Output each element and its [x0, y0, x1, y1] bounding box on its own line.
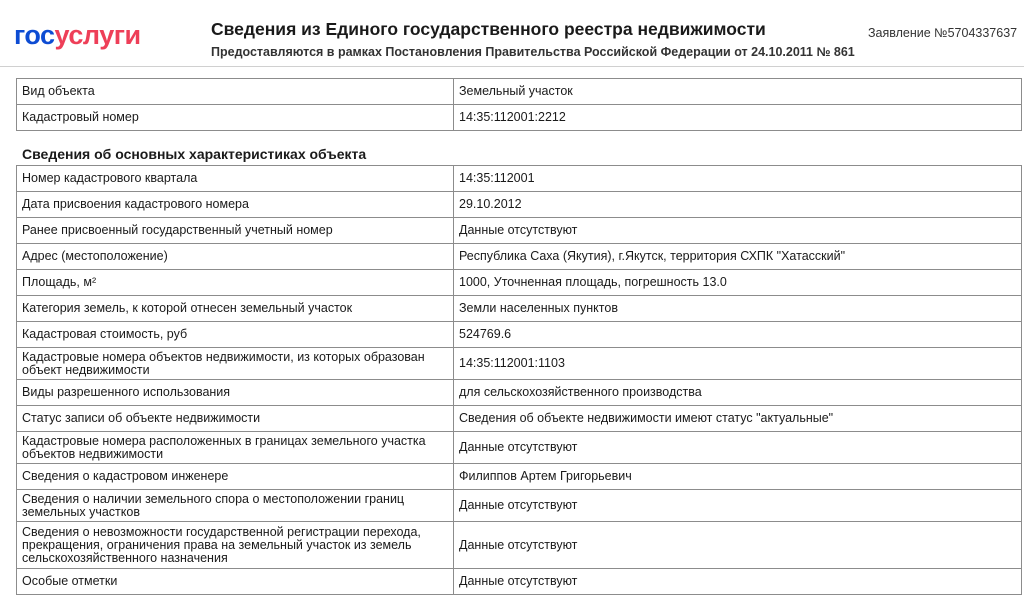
table-row	[17, 380, 1022, 406]
table-row	[17, 105, 1022, 131]
table-row	[17, 79, 1022, 105]
logo-part-gos: гос	[14, 20, 55, 50]
gosuslugi-logo[interactable]	[14, 19, 141, 51]
document-title: Сведения из Единого государственного реестра недвижимости	[211, 19, 766, 39]
table-row	[17, 244, 1022, 270]
row-label: Кадастровые номера объектов недвижимости, из которых образован объект недвижимости	[17, 348, 454, 380]
table-row	[17, 406, 1022, 432]
row-value: Филиппов Артем Григорьевич	[454, 464, 1022, 490]
row-value: Данные отсутствуют	[454, 522, 1022, 569]
row-value: Земельный участок	[454, 79, 1022, 105]
table-row	[17, 464, 1022, 490]
object-table	[16, 78, 1022, 131]
row-value: для сельскохозяйственного производства	[454, 380, 1022, 406]
row-value: Республика Саха (Якутия), г.Якутск, территория СХПК "Хатасский"	[454, 244, 1022, 270]
row-label: Сведения о невозможности государственной регистрации перехода, прекращения, ограничения права на земельный участок из земель сельскохозяйственного назначения	[17, 522, 454, 569]
row-value: Данные отсутствуют	[454, 432, 1022, 464]
table-row	[17, 296, 1022, 322]
table-row	[17, 322, 1022, 348]
table-row	[17, 490, 1022, 522]
row-value: Земли населенных пунктов	[454, 296, 1022, 322]
row-label: Кадастровый номер	[17, 105, 454, 131]
row-label: Кадастровая стоимость, руб	[17, 322, 454, 348]
row-value: 29.10.2012	[454, 192, 1022, 218]
row-label: Категория земель, к которой отнесен земельный участок	[17, 296, 454, 322]
row-value: Данные отсутствуют	[454, 218, 1022, 244]
row-label: Сведения о наличии земельного спора о местоположении границ земельных участков	[17, 490, 454, 522]
table-row	[17, 218, 1022, 244]
table-row	[17, 522, 1022, 569]
logo-part-uslugi: услуги	[54, 20, 141, 50]
row-value: 524769.6	[454, 322, 1022, 348]
row-label: Ранее присвоенный государственный учетный номер	[17, 218, 454, 244]
page-header	[0, 0, 1024, 64]
row-value: 14:35:112001:2212	[454, 105, 1022, 131]
table-row	[17, 432, 1022, 464]
row-label: Особые отметки	[17, 569, 454, 595]
table-row	[17, 192, 1022, 218]
row-label: Номер кадастрового квартала	[17, 166, 454, 192]
row-value: 14:35:112001:1103	[454, 348, 1022, 380]
row-value: Данные отсутствуют	[454, 490, 1022, 522]
table-row	[17, 569, 1022, 595]
row-label: Вид объекта	[17, 79, 454, 105]
row-label: Площадь, м²	[17, 270, 454, 296]
row-label: Дата присвоения кадастрового номера	[17, 192, 454, 218]
characteristics-table	[16, 165, 1022, 595]
document-content	[16, 78, 1024, 595]
table-row	[17, 348, 1022, 380]
header-divider	[0, 66, 1024, 67]
row-value: Данные отсутствуют	[454, 569, 1022, 595]
document-subtitle: Предоставляются в рамках Постановления Правительства Российской Федерации от 24.10.2011 № 861	[211, 45, 855, 59]
table-row	[17, 270, 1022, 296]
application-number: Заявление №5704337637	[868, 26, 1018, 40]
row-label: Статус записи об объекте недвижимости	[17, 406, 454, 432]
row-value: 14:35:112001	[454, 166, 1022, 192]
row-label: Кадастровые номера расположенных в границах земельного участка объектов недвижимости	[17, 432, 454, 464]
table-row	[17, 166, 1022, 192]
row-label: Адрес (местоположение)	[17, 244, 454, 270]
row-value: Сведения об объекте недвижимости имеют статус "актуальные"	[454, 406, 1022, 432]
row-label: Сведения о кадастровом инженере	[17, 464, 454, 490]
row-value: 1000, Уточненная площадь, погрешность 13.0	[454, 270, 1022, 296]
row-label: Виды разрешенного использования	[17, 380, 454, 406]
section-title: Сведения об основных характеристиках объекта	[22, 146, 367, 162]
